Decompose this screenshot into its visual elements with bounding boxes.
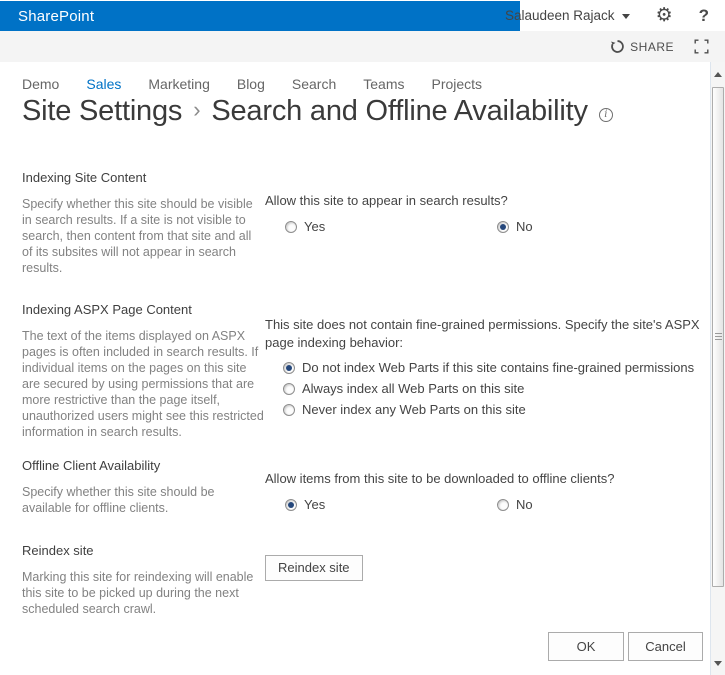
radio-option-offline-yes[interactable]: Yes [285, 497, 497, 512]
share-label: SHARE [630, 39, 674, 54]
page-title-current: Search and Offline Availability [211, 95, 588, 127]
section-description: The text of the items displayed on ASPX pages is often included in search results. If individual items on the pages on this site are secured by using permissions that are more restrictive than the page itself, unauthorized users might see this restricted information in search results. [22, 329, 264, 439]
scroll-down-button[interactable] [711, 653, 725, 673]
radio-icon [283, 362, 295, 374]
scroll-up-button[interactable] [711, 64, 725, 84]
section-heading: Indexing ASPX Page Content [22, 302, 192, 317]
suite-bar [0, 1, 520, 31]
suite-bar-row [0, 0, 725, 31]
section-indexing-aspx-content [22, 302, 710, 440]
radio-option-offline-no[interactable]: No [497, 497, 533, 512]
user-name: Salaudeen Rajack [504, 8, 615, 23]
nav-item-blog[interactable]: Blog [236, 76, 265, 92]
nav-item-search[interactable]: Search [291, 76, 337, 92]
triangle-up-icon [714, 72, 722, 77]
radio-option-no-index-finegrained[interactable]: Do not index Web Parts if this site contains fine-grained permissions [283, 357, 710, 378]
help-button[interactable]: ? [698, 5, 709, 25]
question-search-visibility: Allow this site to appear in search results? [265, 193, 508, 208]
info-icon[interactable]: i [599, 108, 613, 122]
breadcrumb-separator-icon: › [193, 96, 201, 122]
radio-option-search-yes[interactable]: Yes [285, 219, 497, 234]
sharepoint-brand-link[interactable]: SharePoint [18, 7, 95, 25]
nav-item-projects[interactable]: Projects [431, 76, 483, 92]
section-heading: Offline Client Availability [22, 458, 161, 473]
radio-icon [497, 499, 509, 511]
nav-item-teams[interactable]: Teams [363, 76, 405, 92]
page-title [22, 95, 712, 128]
ok-button[interactable]: OK [548, 632, 624, 661]
radio-option-search-no[interactable]: No [497, 219, 533, 234]
nav-item-marketing[interactable]: Marketing [148, 76, 210, 92]
section-reindex-site [22, 543, 710, 617]
chevron-down-icon [622, 14, 630, 19]
section-indexing-site-content [22, 170, 710, 276]
reindex-site-button[interactable]: Reindex site [265, 555, 363, 581]
section-description: Specify whether this site should be available for offline clients. [22, 485, 215, 515]
cancel-button[interactable]: Cancel [628, 632, 703, 661]
radio-option-always-index[interactable]: Always index all Web Parts on this site [283, 378, 710, 399]
radio-icon [497, 221, 509, 233]
breadcrumb-parent[interactable]: Site Settings [22, 95, 183, 127]
nav-item-demo[interactable]: Demo [22, 76, 60, 92]
gear-icon[interactable]: ⚙ [655, 4, 673, 26]
question-offline-clients: Allow items from this site to be downloaded to offline clients? [265, 471, 615, 486]
suite-bar-right [505, 0, 709, 31]
top-navigation [22, 76, 482, 92]
section-offline-availability [22, 458, 710, 516]
user-menu[interactable] [505, 8, 630, 23]
radio-icon [285, 221, 297, 233]
scrollbar-thumb[interactable] [712, 87, 724, 587]
section-heading: Reindex site [22, 543, 94, 558]
share-sync-icon [610, 39, 625, 54]
focus-on-content-button[interactable] [694, 39, 709, 54]
triangle-down-icon [714, 661, 722, 666]
question-aspx-indexing: This site does not contain fine-grained permissions. Specify the site's ASPX page indexing behavior: [265, 317, 700, 350]
radio-icon [283, 404, 295, 416]
nav-item-sales[interactable]: Sales [86, 76, 122, 92]
radio-option-never-index[interactable]: Never index any Web Parts on this site [283, 399, 710, 420]
section-description: Marking this site for reindexing will enable this site to be picked up during the next scheduled search crawl. [22, 570, 254, 616]
section-heading: Indexing Site Content [22, 170, 147, 185]
radio-icon [285, 499, 297, 511]
ribbon-row [0, 31, 725, 62]
vertical-scrollbar[interactable] [710, 62, 725, 675]
scrollbar-grip-icon [715, 333, 722, 342]
share-button[interactable] [610, 39, 674, 54]
radio-icon [283, 383, 295, 395]
content-area [0, 62, 725, 675]
section-description: Specify whether this site should be visible in search results. If a site is not visible to search, then content from that site and all of its subsites will not appear in search results. [22, 197, 253, 275]
